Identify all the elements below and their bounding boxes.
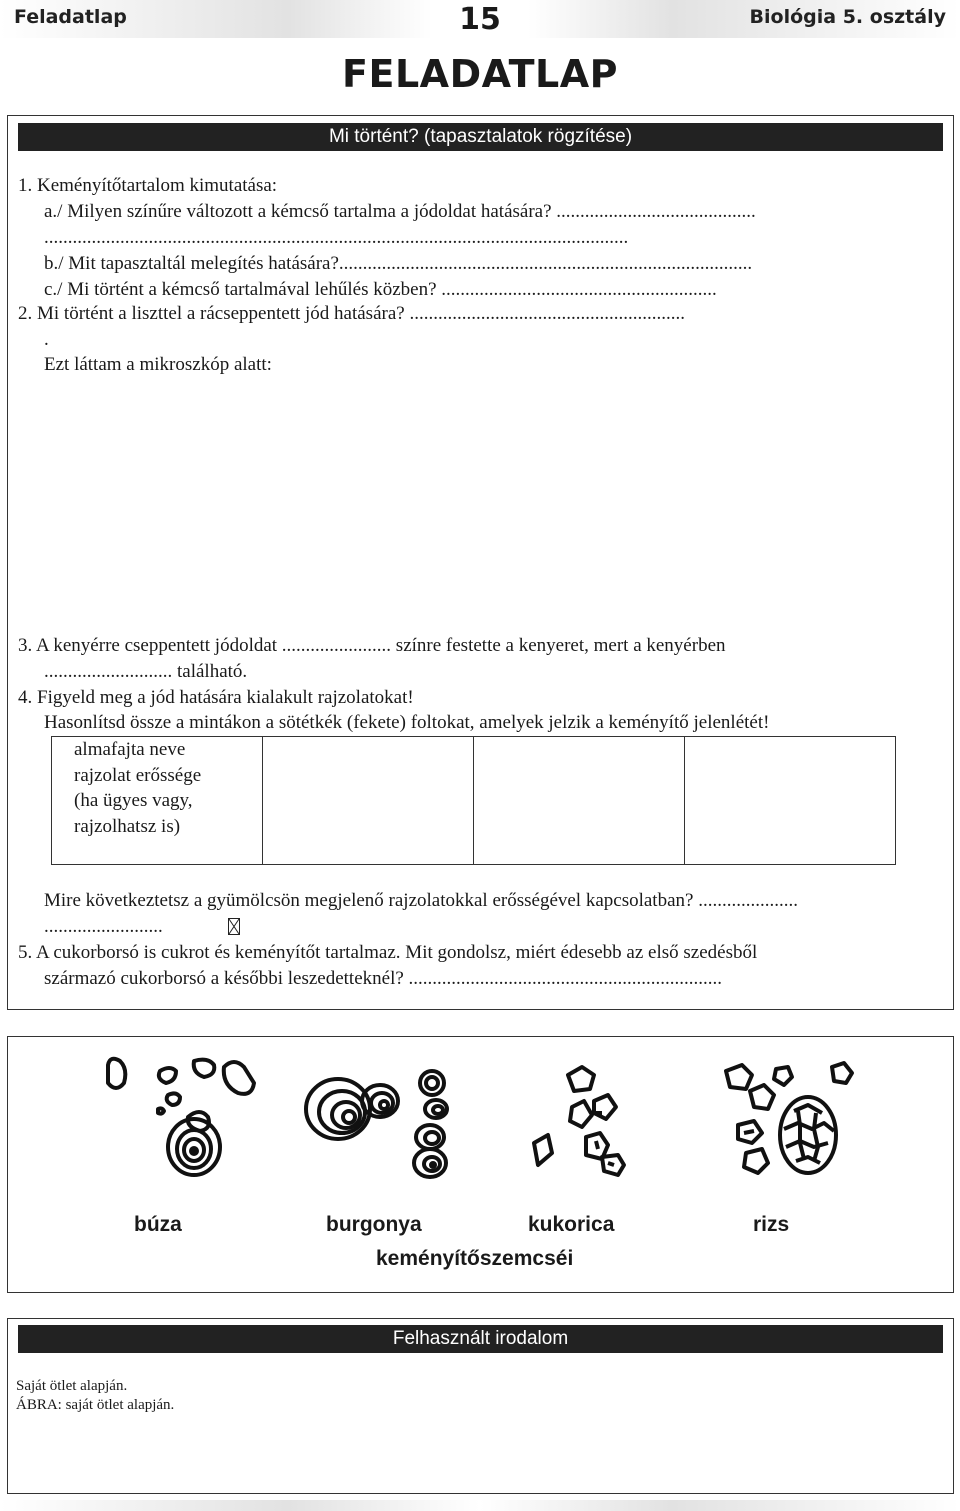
- q1b-line: b./ Mit tapasztaltál melegítés hatására?.......................................................................................: [44, 253, 753, 274]
- section-bar-references: Felhasznált irodalom: [18, 1325, 943, 1353]
- table-row2-label-2: (ha ügyes vagy,: [74, 790, 193, 811]
- page-number: 15: [459, 2, 501, 37]
- rice-grains-icon: [726, 1063, 852, 1173]
- reference-line-1: Saját ötlet alapján.: [16, 1378, 128, 1394]
- q1-heading: 1. Keményítőtartalom kimutatása:: [18, 175, 278, 196]
- section-bar-results: Mi történt? (tapasztalatok rögzítése): [18, 123, 943, 151]
- reference-line-2: ÁBRA: saját ötlet alapján.: [16, 1397, 175, 1413]
- table-answer-cell[interactable]: [685, 737, 896, 865]
- q3-line1: 3. A kenyérre cseppentett jódoldat ....................... színre festette a kenyeret, mert a kenyérben: [18, 635, 726, 656]
- q4-line1: 4. Figyeld meg a jód hatására kialakult rajzolatokat!: [18, 687, 414, 708]
- table-label-cell: [52, 737, 263, 865]
- q1a-line: a./ Milyen színűre változott a kémcső tartalma a jódoldat hatására? ..........................................: [44, 201, 756, 222]
- label-potato: burgonya: [326, 1213, 422, 1236]
- label-wheat: búza: [134, 1213, 182, 1236]
- label-rice: rizs: [753, 1213, 790, 1236]
- q5-line2: származó cukorborsó a későbbi leszedetteknél? ..................................................................: [44, 968, 723, 989]
- q2-answer-dot: .: [44, 329, 49, 350]
- wheat-grains-icon: [108, 1059, 254, 1175]
- conclusion-line1: Mire következtetsz a gyümölcsön megjelenő rajzolatokkal erősségével kapcsolatban? .....................: [44, 890, 798, 911]
- microscope-label: Ezt láttam a mikroszkóp alatt:: [44, 354, 272, 375]
- table-row1-label: almafajta neve: [74, 739, 186, 760]
- table-row2-label-3: rajzolhatsz is): [74, 815, 181, 837]
- q5-line1: 5. A cukorborsó is cukrot és keményítőt tartalmaz. Mit gondolsz, miért édesebb az első szedésből: [18, 942, 758, 963]
- q1c-line: c./ Mi történt a kémcső tartalmával lehűlés közben? ..........................................................: [44, 279, 717, 300]
- q3-line2: ........................... található.: [44, 661, 248, 682]
- conclusion-line2: .........................: [44, 916, 163, 937]
- apple-table: [51, 736, 896, 865]
- table-row2-label-1: rajzolat erőssége: [74, 764, 202, 786]
- starch-figure-box: [7, 1036, 954, 1293]
- q1a-answer-line: ...........................................................................................................................: [44, 227, 629, 248]
- table-answer-cell[interactable]: [474, 737, 685, 865]
- corn-grains-icon: [534, 1067, 624, 1175]
- header-left: Feladatlap: [14, 6, 127, 28]
- figure-caption: keményítőszemcséi: [376, 1247, 574, 1270]
- table-answer-cell[interactable]: [263, 737, 474, 865]
- q2-line: 2. Mi történt a liszttel a rácseppentett jód hatására? ..........................................................: [18, 303, 685, 324]
- page-title: FELADATLAP: [342, 52, 618, 96]
- header-right: Biológia 5. osztály: [749, 6, 946, 28]
- potato-grains-icon: [306, 1071, 447, 1177]
- q4-line2: Hasonlítsd össze a mintákon a sötétkék (fekete) foltokat, amelyek jelzik a keményítő jelenlétét!: [44, 712, 770, 733]
- cursor-box-icon: [228, 918, 240, 935]
- footer-band: [0, 1500, 960, 1511]
- label-corn: kukorica: [528, 1213, 615, 1236]
